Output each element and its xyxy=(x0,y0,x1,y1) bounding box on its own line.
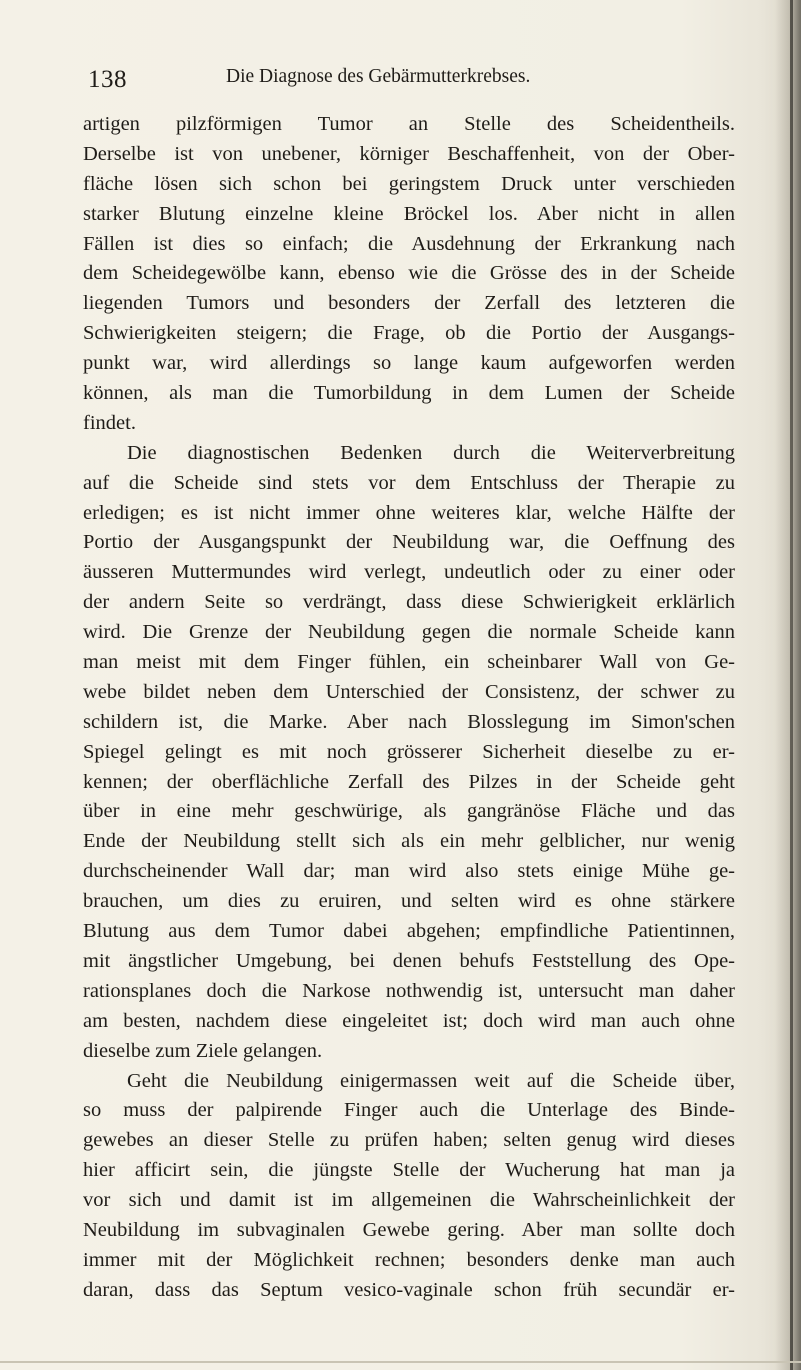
running-title: Die Diagnose des Gebärmutterkrebses. xyxy=(226,66,531,87)
text-line: Fällen ist dies so einfach; die Ausdehnung der Erkrankung nach xyxy=(83,232,735,255)
text-line: erledigen; es ist nicht immer ohne weiteres klar, welche Hälfte der xyxy=(83,501,735,524)
text-line: artigen pilzförmigen Tumor an Stelle des Scheidentheils. xyxy=(83,113,735,135)
text-line: Portio der Ausgangspunkt der Neubildung war, die Oeffnung des xyxy=(83,531,735,554)
page-edge-line xyxy=(790,0,793,1370)
text-line: punkt war, wird allerdings so lange kaum aufgeworfen werden xyxy=(83,352,735,375)
text-line: fläche lösen sich schon bei geringstem Druck unter verschieden xyxy=(83,172,735,195)
text-line: Spiegel gelingt es mit noch grösserer Sicherheit dieselbe zu er- xyxy=(83,740,735,763)
text-line: können, als man die Tumorbildung in dem Lumen der Scheide xyxy=(83,382,735,405)
text-line: starker Blutung einzelne kleine Bröckel los. Aber nicht in allen xyxy=(83,202,735,225)
text-line: webe bildet neben dem Unterschied der Consistenz, der schwer zu xyxy=(83,680,735,703)
text-line: schildern ist, die Marke. Aber nach Blosslegung im Simon'schen xyxy=(83,710,735,733)
text-line: dieselbe zum Ziele gelangen. xyxy=(83,1039,323,1062)
text-line: so muss der palpirende Finger auch die Unterlage des Binde- xyxy=(83,1099,735,1122)
text-line: daran, dass das Septum vesico-vaginale schon früh secundär er- xyxy=(83,1278,735,1301)
text-line: man meist mit dem Finger fühlen, ein scheinbarer Wall von Ge- xyxy=(83,651,735,674)
text-line: auf die Scheide sind stets vor dem Entschluss der Therapie zu xyxy=(83,471,735,494)
text-line: gewebes an dieser Stelle zu prüfen haben; selten genug wird dieses xyxy=(83,1129,735,1152)
text-line: durchscheinender Wall dar; man wird also stets einige Mühe ge- xyxy=(83,860,735,883)
text-line: äusseren Muttermundes wird verlegt, undeutlich oder zu einer oder xyxy=(83,561,735,584)
page-bottom-edge xyxy=(0,1361,801,1363)
page-edge-shadow xyxy=(775,0,801,1370)
text-line: vor sich und damit ist im allgemeinen die Wahrscheinlichkeit der xyxy=(83,1189,735,1212)
text-line: Schwierigkeiten steigern; die Frage, ob die Portio der Ausgangs- xyxy=(83,322,735,345)
text-line: findet. xyxy=(83,411,136,434)
text-line: Neubildung im subvaginalen Gewebe gering. Aber man sollte doch xyxy=(83,1218,735,1241)
text-line: dem Scheidegewölbe kann, ebenso wie die Grösse des in der Scheide xyxy=(83,262,735,285)
text-line: Ende der Neubildung stellt sich als ein mehr gelblicher, nur wenig xyxy=(83,830,735,853)
text-line: immer mit der Möglichkeit rechnen; besonders denke man auch xyxy=(83,1248,735,1271)
page-number: 138 xyxy=(88,66,127,93)
text-line: der andern Seite so verdrängt, dass diese Schwierigkeit erklärlich xyxy=(83,591,735,614)
text-line: wird. Die Grenze der Neubildung gegen die normale Scheide kann xyxy=(83,621,735,644)
text-line: brauchen, um dies zu eruiren, und selten wird es ohne stärkere xyxy=(83,890,735,913)
text-line: rationsplanes doch die Narkose nothwendig ist, untersucht man daher xyxy=(83,979,735,1002)
text-line: mit ängstlicher Umgebung, bei denen behufs Feststellung des Ope- xyxy=(83,949,735,972)
text-line: hier afficirt sein, die jüngste Stelle der Wucherung hat man ja xyxy=(83,1159,735,1182)
text-line: liegenden Tumors und besonders der Zerfall des letzteren die xyxy=(83,292,735,315)
text-line: kennen; der oberflächliche Zerfall des Pilzes in der Scheide geht xyxy=(83,770,735,793)
text-line: Derselbe ist von unebener, körniger Beschaffenheit, von der Ober- xyxy=(83,142,735,165)
text-line: Die diagnostischen Bedenken durch die Weiterverbreitung xyxy=(127,441,735,464)
text-line: Blutung aus dem Tumor dabei abgehen; empfindliche Patientinnen, xyxy=(83,920,735,943)
body-text xyxy=(83,110,735,1306)
text-line: Geht die Neubildung einigermassen weit auf die Scheide über, xyxy=(127,1069,735,1092)
page-header xyxy=(88,66,738,96)
text-line: am besten, nachdem diese eingeleitet ist; doch wird man auch ohne xyxy=(83,1009,735,1032)
text-line: über in eine mehr geschwürige, als gangränöse Fläche und das xyxy=(83,800,735,823)
